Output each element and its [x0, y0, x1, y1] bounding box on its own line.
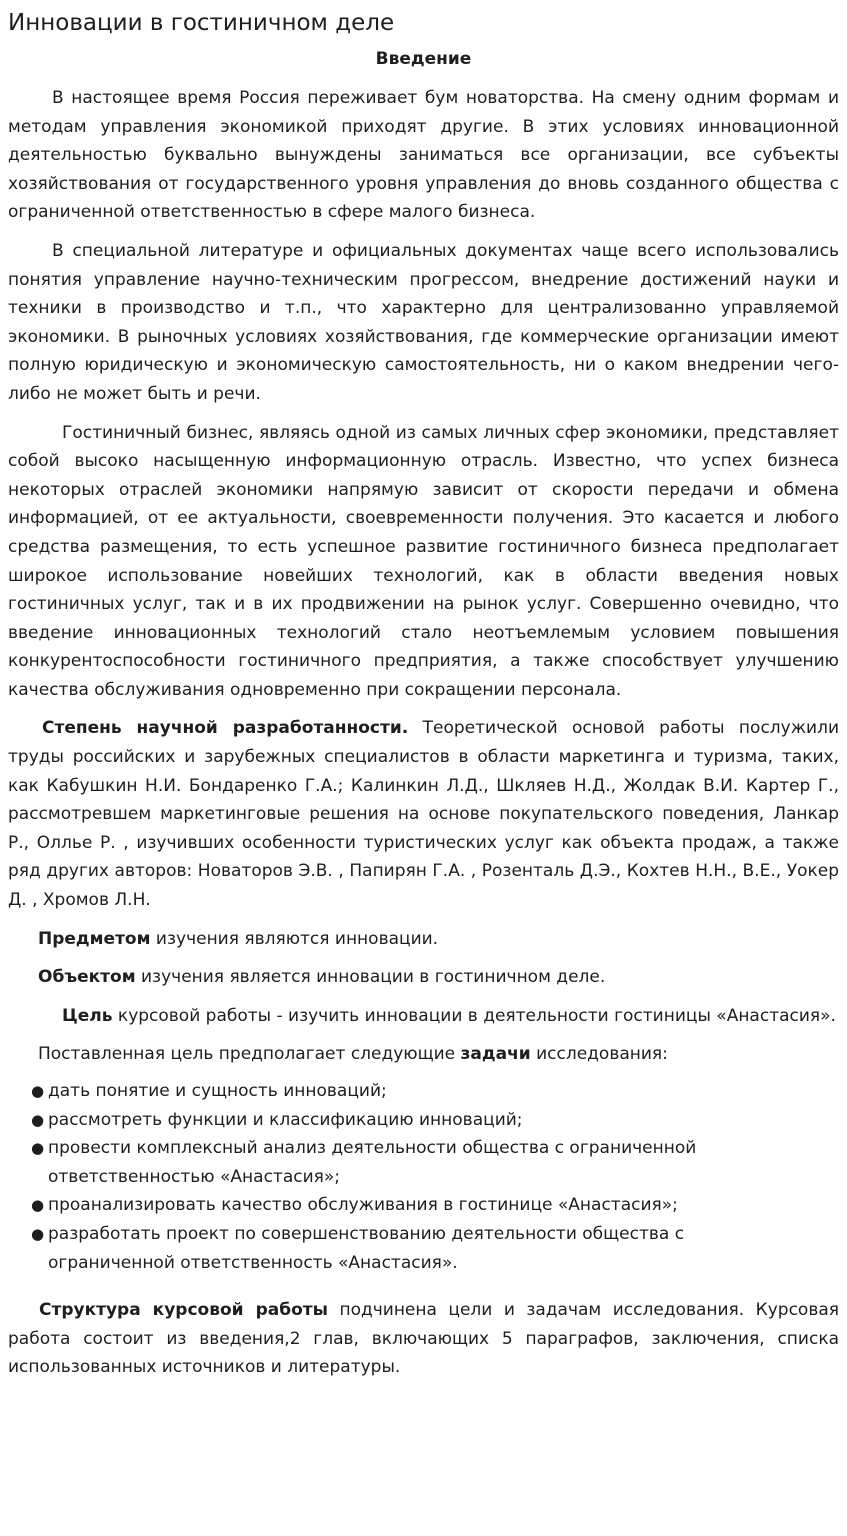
paragraph-structure	[8, 1296, 839, 1382]
list-item	[31, 1191, 839, 1220]
paragraph-research-degree	[8, 714, 839, 914]
goal-label: Цель	[62, 1005, 113, 1026]
tasks-intro-suffix: исследования:	[530, 1044, 668, 1065]
section-heading-introduction: Введение	[375, 49, 472, 69]
bullet-icon: ●	[31, 1224, 45, 1243]
paragraph-3: Гостиничный бизнес, являясь одной из самых личных сфер экономики, представляет собой высоко насыщенную информационную отрасль. Известно, что успех бизнеса некоторых отраслей экономики напрямую зависит от скорости передачи и обмена информацией, от ее актуальности, своевременности получения. Это касается и любого средства размещения, то есть успешное развитие гостиничного бизнеса предполагает широкое использование новейших технологий, как в области введения новых гостиничных услуг, так и в их продвижении на рынок услуг. Совершенно очевидно, что введение инновационных технологий стало неотъемлемым условием повышения конкурентоспособности гостиничного предприятия, а также способствует улучшению качества обслуживания одновременно при сокращении персонала.	[8, 422, 839, 700]
tasks-intro-text: Поставленная цель предполагает следующие	[38, 1044, 461, 1065]
paragraph-object	[8, 963, 839, 992]
list-item	[31, 1106, 839, 1135]
list-item-text: разработать проект по совершенствованию деятельности общества с ограниченной ответственность «Анастасия».	[48, 1223, 685, 1273]
object-label: Объектом	[38, 967, 136, 988]
structure-label: Структура курсовой работы	[39, 1300, 328, 1321]
paragraph-1: В настоящее время Россия переживает бум новаторства. На смену одним формам и методам управления экономикой приходят другие. В этих условиях инновационной деятельностью буквально вынуждены заниматься все организации, все субъекты хозяйствования от государственного уровня управления до вновь созданного общества с ограниченной ответственностью в сфере малого бизнеса.	[8, 88, 839, 223]
list-item-text: дать понятие и сущность инноваций;	[48, 1081, 387, 1101]
paragraph-goal	[8, 1002, 839, 1031]
bullet-icon: ●	[31, 1110, 45, 1129]
paragraph-2: В специальной литературе и официальных документах чаще всего использовались понятия управление научно-техническим прогрессом, внедрение достижений науки и техники в производство и т.п., что характерно для централизованно управляемой экономики. В рыночных условиях хозяйствования, где коммерческие организации имеют полную юридическую и экономическую самостоятельность, ни о каком внедрении чего-либо не может быть и речи.	[8, 240, 839, 404]
tasks-list	[8, 1077, 839, 1277]
bullet-icon: ●	[31, 1196, 45, 1215]
list-item	[31, 1077, 839, 1106]
list-item	[31, 1134, 839, 1191]
list-item-text: провести комплексный анализ деятельности общества с ограниченной ответственностью «Анастасия»;	[48, 1138, 697, 1187]
structure-text: подчинена цели и задачам исследования. Курсовая работа состоит из введения,2 глав, включающих 5 параграфов, заключения, списка использованных источников и литературы.	[8, 1300, 839, 1378]
object-text: изучения является инновации в гостиничном деле.	[135, 967, 606, 988]
goal-text: курсовой работы - изучить инновации в деятельности гостиницы «Анастасия».	[112, 1005, 836, 1026]
bullet-icon: ●	[31, 1139, 45, 1158]
list-item-text: проанализировать качество обслуживания в гостинице «Анастасия»;	[48, 1195, 678, 1216]
subject-text: изучения являются инновации.	[150, 928, 439, 949]
list-item	[31, 1220, 839, 1277]
subject-label: Предметом	[38, 928, 151, 949]
paragraph-subject	[8, 925, 839, 954]
research-degree-text: Теоретической основой работы послужили труды российских и зарубежных специалистов в области маркетинга и туризма, таких, как Кабушкин Н.И. Бондаренко Г.А.; Калинкин Л.Д., Шкляев Н.Д., Жолдак В.И. Картер Г., рассмотревшем маркетинговые решения на основе покупательского поведения, Ланкар Р., Оллье Р. , изучивших особенности туристических услуг как объекта продаж, а также ряд других авторов: Новаторов Э.В. , Папирян Г.А. , Розенталь Д.Э., Кохтев Н.Н., В.Е., Уокер Д. , Хромов Л.Н.	[8, 718, 839, 911]
research-degree-label: Степень научной разработанности.	[42, 718, 409, 739]
paragraph-tasks-intro	[8, 1040, 839, 1069]
bullet-icon: ●	[31, 1082, 45, 1100]
list-item-text: рассмотреть функции и классификацию инноваций;	[48, 1109, 523, 1130]
tasks-label: задачи	[460, 1044, 531, 1065]
document-title: Инновации в гостиничном деле	[8, 10, 395, 36]
